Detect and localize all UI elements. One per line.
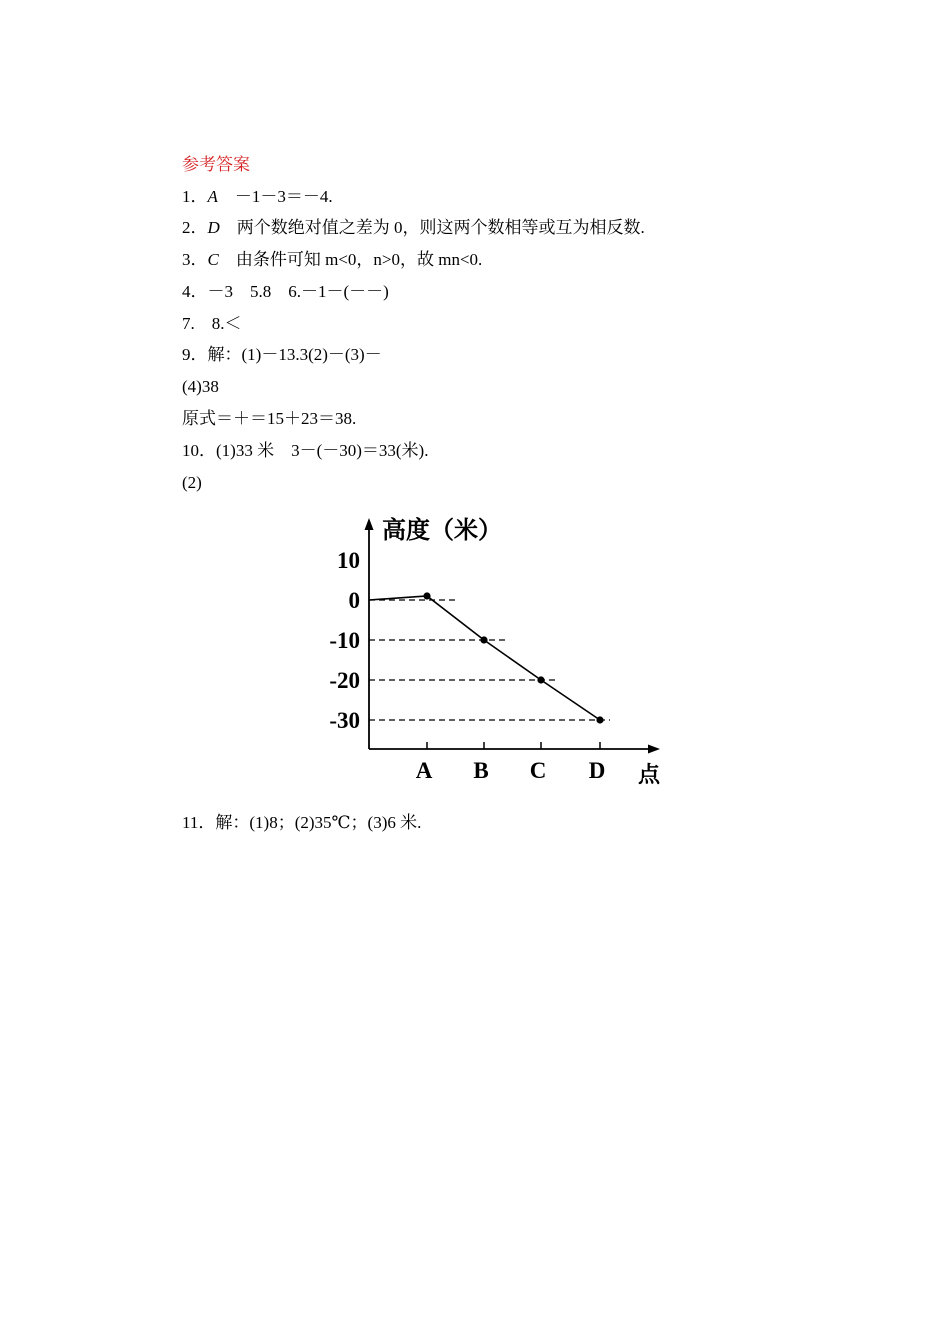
height-chart-svg xyxy=(310,508,670,798)
answer-3 xyxy=(182,249,482,271)
y-tick-label: 10 xyxy=(337,548,360,573)
x-tick-label: A xyxy=(415,758,433,783)
answer-9-part4: (4)38 xyxy=(182,377,219,396)
answer-2-text: 两个数绝对值之差为 0，则这两个数相等或互为相反数. xyxy=(219,218,645,237)
answer-9-working: 原式＝＋＝15＋23＝38. xyxy=(182,409,357,428)
y-axis-arrow xyxy=(365,518,374,530)
answer-2-choice: D xyxy=(207,218,220,237)
chart-marks xyxy=(329,548,610,783)
answer-1-number: 1． xyxy=(182,187,208,206)
data-point xyxy=(596,716,603,723)
answer-2 xyxy=(182,217,645,239)
y-tick-label: -20 xyxy=(329,668,360,693)
answer-3-text: 由条件可知 m<0，n>0，故 mn<0. xyxy=(218,250,483,269)
answer-10: 10．(1)33 米 3－(－30)＝33(米). xyxy=(182,441,429,460)
data-point xyxy=(537,676,544,683)
answer-7-8: 7. 8.＜ xyxy=(182,314,242,333)
answer-1 xyxy=(182,186,333,208)
x-tick-label: D xyxy=(588,758,606,783)
y-tick-label: 0 xyxy=(348,588,360,613)
height-chart xyxy=(310,508,670,798)
data-point xyxy=(480,636,487,643)
answer-4-6: 4．－3 5.8 6.－1－(－－) xyxy=(182,282,389,301)
x-tick-label: C xyxy=(529,758,547,783)
answers-heading: 参考答案 xyxy=(182,155,250,174)
answer-3-choice: C xyxy=(207,250,219,269)
answer-3-number: 3． xyxy=(182,250,208,269)
y-tick-label: -30 xyxy=(329,708,360,733)
series-line xyxy=(369,596,600,720)
answer-10-part2: (2) xyxy=(182,473,202,492)
y-tick-label: -10 xyxy=(329,628,360,653)
x-axis-arrow xyxy=(648,745,660,754)
answer-11: 11．解：(1)8；(2)35℃；(3)6 米. xyxy=(182,813,422,832)
x-axis-label: 点 xyxy=(638,762,661,787)
answer-9: 9．解：(1)－13.3(2)－(3)－ xyxy=(182,345,382,364)
answer-2-number: 2． xyxy=(182,218,208,237)
x-tick-label: B xyxy=(473,758,489,783)
y-axis-label: 高度（米） xyxy=(382,518,502,544)
data-point xyxy=(423,592,430,599)
answer-1-choice: A xyxy=(207,187,218,206)
answer-1-text: －1－3＝－4. xyxy=(217,187,333,206)
